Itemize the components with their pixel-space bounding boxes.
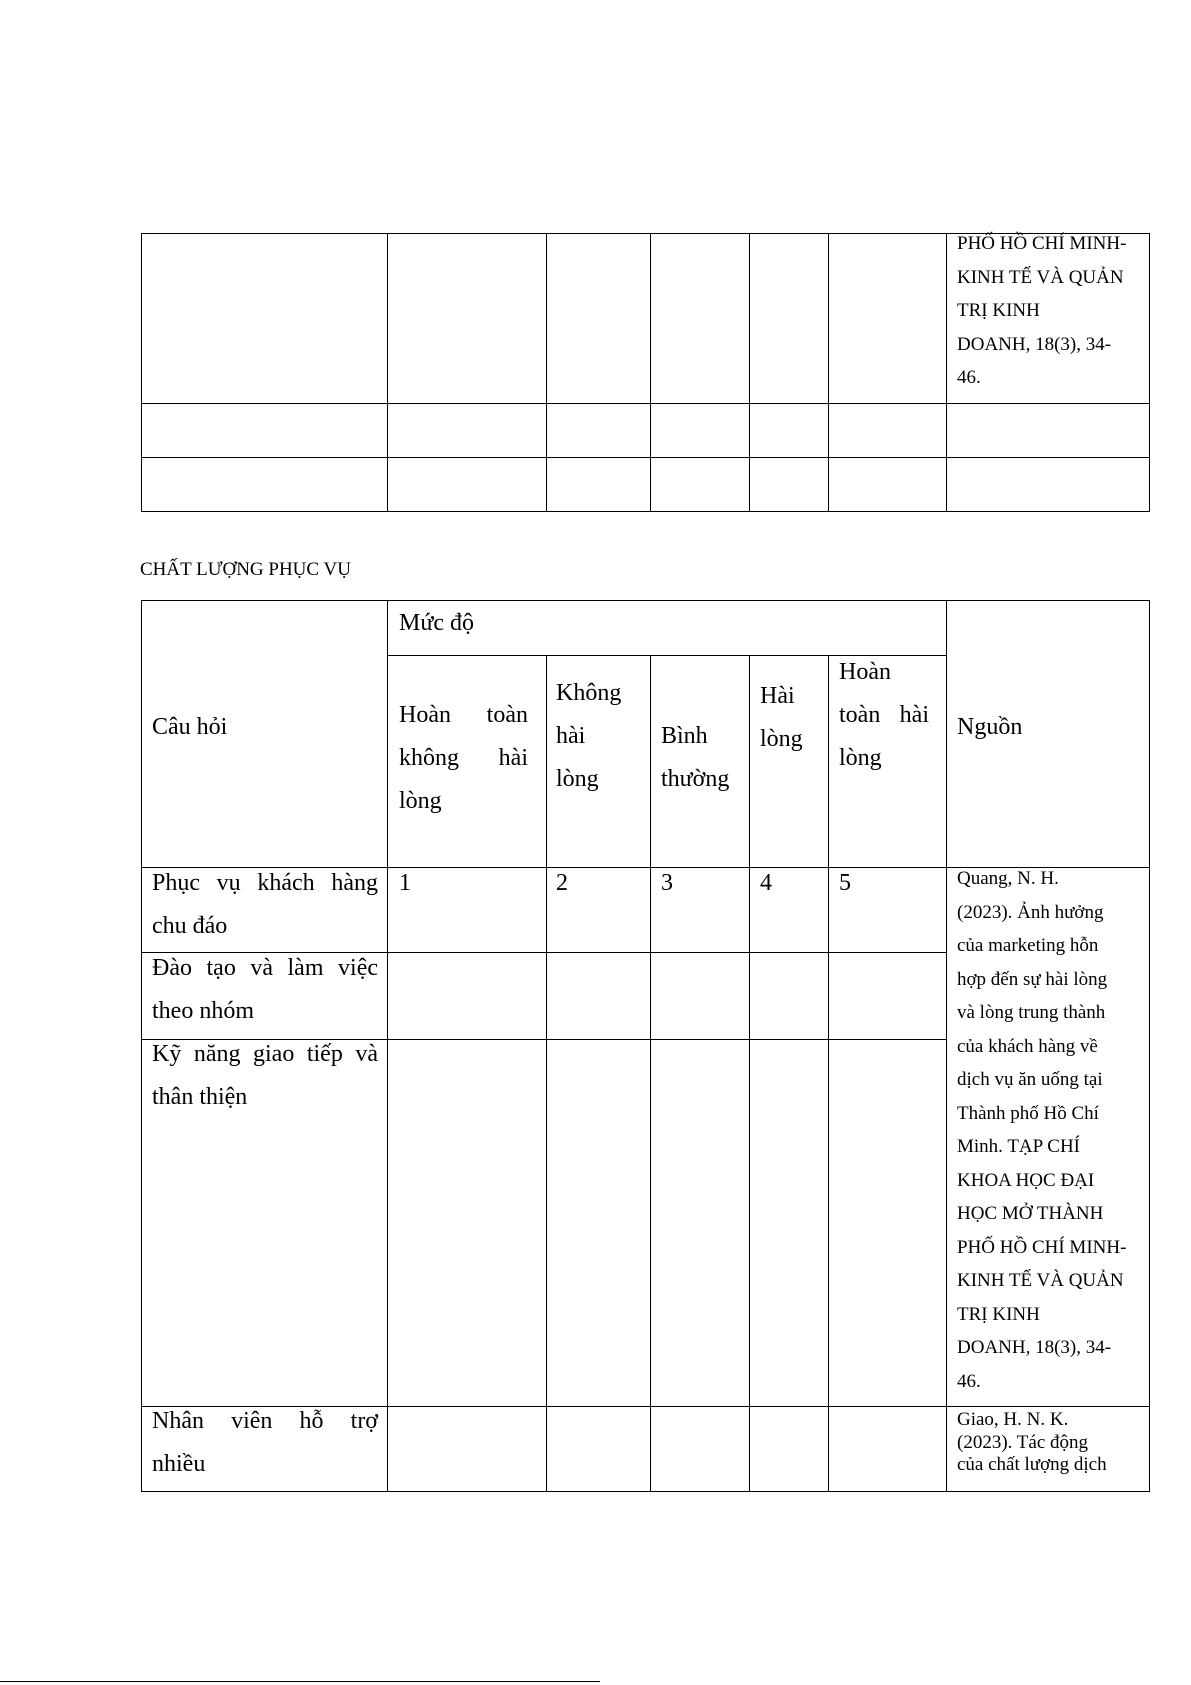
top-table-source — [957, 227, 1126, 395]
question-line: Phục vụ khách hàng — [152, 870, 378, 896]
header-source: Nguồn — [957, 714, 1023, 740]
score-cell: 5 — [839, 870, 851, 896]
level-line: lòng — [399, 788, 442, 814]
question-line: chu đáo — [152, 913, 228, 939]
level-header-4 — [760, 675, 803, 761]
source-line: 46. — [957, 1370, 981, 1392]
source-line: Minh. TẠP CHÍ — [957, 1136, 1080, 1157]
level-line: Hoàn — [839, 659, 891, 685]
source-line: và lòng trung thành — [957, 1002, 1106, 1023]
source-citation — [957, 862, 1126, 1398]
source-line: HỌC MỞ THÀNH — [957, 1203, 1104, 1224]
level-line: hài — [556, 723, 586, 749]
row-question — [152, 1400, 378, 1486]
score-cell: 3 — [661, 870, 673, 896]
question-line: nhiều — [152, 1451, 206, 1477]
source-line: Quang, N. H. — [957, 868, 1059, 889]
source-line: (2023). Tác động — [957, 1431, 1089, 1453]
source-line: của chất lượng dịch — [957, 1454, 1107, 1475]
level-line: lòng — [760, 726, 803, 752]
row-question — [152, 947, 378, 1033]
level-line: lòng — [839, 745, 882, 771]
source-line: 46. — [957, 367, 981, 388]
question-line: theo nhóm — [152, 998, 254, 1024]
level-line: Bình — [661, 723, 708, 749]
question-line: thân thiện — [152, 1084, 248, 1110]
source-line: TRỊ KINH — [957, 300, 1040, 321]
level-line: Không — [556, 680, 622, 706]
source-line: KHOA HỌC ĐẠI — [957, 1169, 1095, 1191]
level-header-5 — [839, 651, 929, 780]
source-line: DOANH, 18(3), 34- — [957, 333, 1112, 355]
source-line: Thành phố Hồ Chí — [957, 1102, 1099, 1124]
question-line: Đào tạo và làm việc — [152, 955, 378, 981]
source-line: hợp đến sự hài lòng — [957, 968, 1108, 990]
source-citation — [957, 1409, 1107, 1477]
source-line: DOANH, 18(3), 34- — [957, 1337, 1112, 1358]
source-line: (2023). Ảnh hưởng — [957, 901, 1104, 923]
header-level: Mức độ — [399, 610, 474, 636]
score-cell: 2 — [556, 870, 568, 896]
level-header-1 — [399, 694, 528, 823]
row-question — [152, 862, 378, 948]
source-line: của khách hàng về — [957, 1035, 1098, 1057]
level-header-3 — [661, 715, 729, 801]
source-line: Giao, H. N. K. — [957, 1409, 1069, 1430]
header-question: Câu hỏi — [152, 714, 228, 740]
source-line: PHỐ HỒ CHÍ MINH- — [957, 1236, 1127, 1258]
score-cell: 1 — [399, 870, 411, 896]
question-line: Nhân viên hỗ trợ — [152, 1408, 378, 1434]
source-line: KINH TẾ VÀ QUẢN — [957, 1270, 1124, 1291]
score-cell: 4 — [760, 870, 772, 896]
question-line: Kỹ năng giao tiếp và — [152, 1041, 378, 1067]
source-line: KINH TẾ VÀ QUẢN — [957, 266, 1124, 288]
source-line: của marketing hỗn — [957, 935, 1099, 956]
level-line: Hài — [760, 683, 795, 709]
section-title: CHẤT LƯỢNG PHỤC VỤ — [140, 559, 351, 580]
source-line: TRỊ KINH — [957, 1303, 1040, 1325]
source-line: dịch vụ ăn uống tại — [957, 1069, 1103, 1090]
row-question — [152, 1033, 378, 1119]
level-line: toàn hài — [839, 702, 929, 728]
level-line: thường — [661, 766, 730, 792]
level-line: lòng — [556, 766, 599, 792]
level-line: không hài — [399, 745, 528, 771]
source-line: PHỐ HỒ CHÍ MINH- — [957, 233, 1127, 254]
footnote-separator — [0, 1681, 600, 1682]
level-header-2 — [556, 672, 621, 801]
level-line: Hoàn toàn — [399, 702, 528, 728]
